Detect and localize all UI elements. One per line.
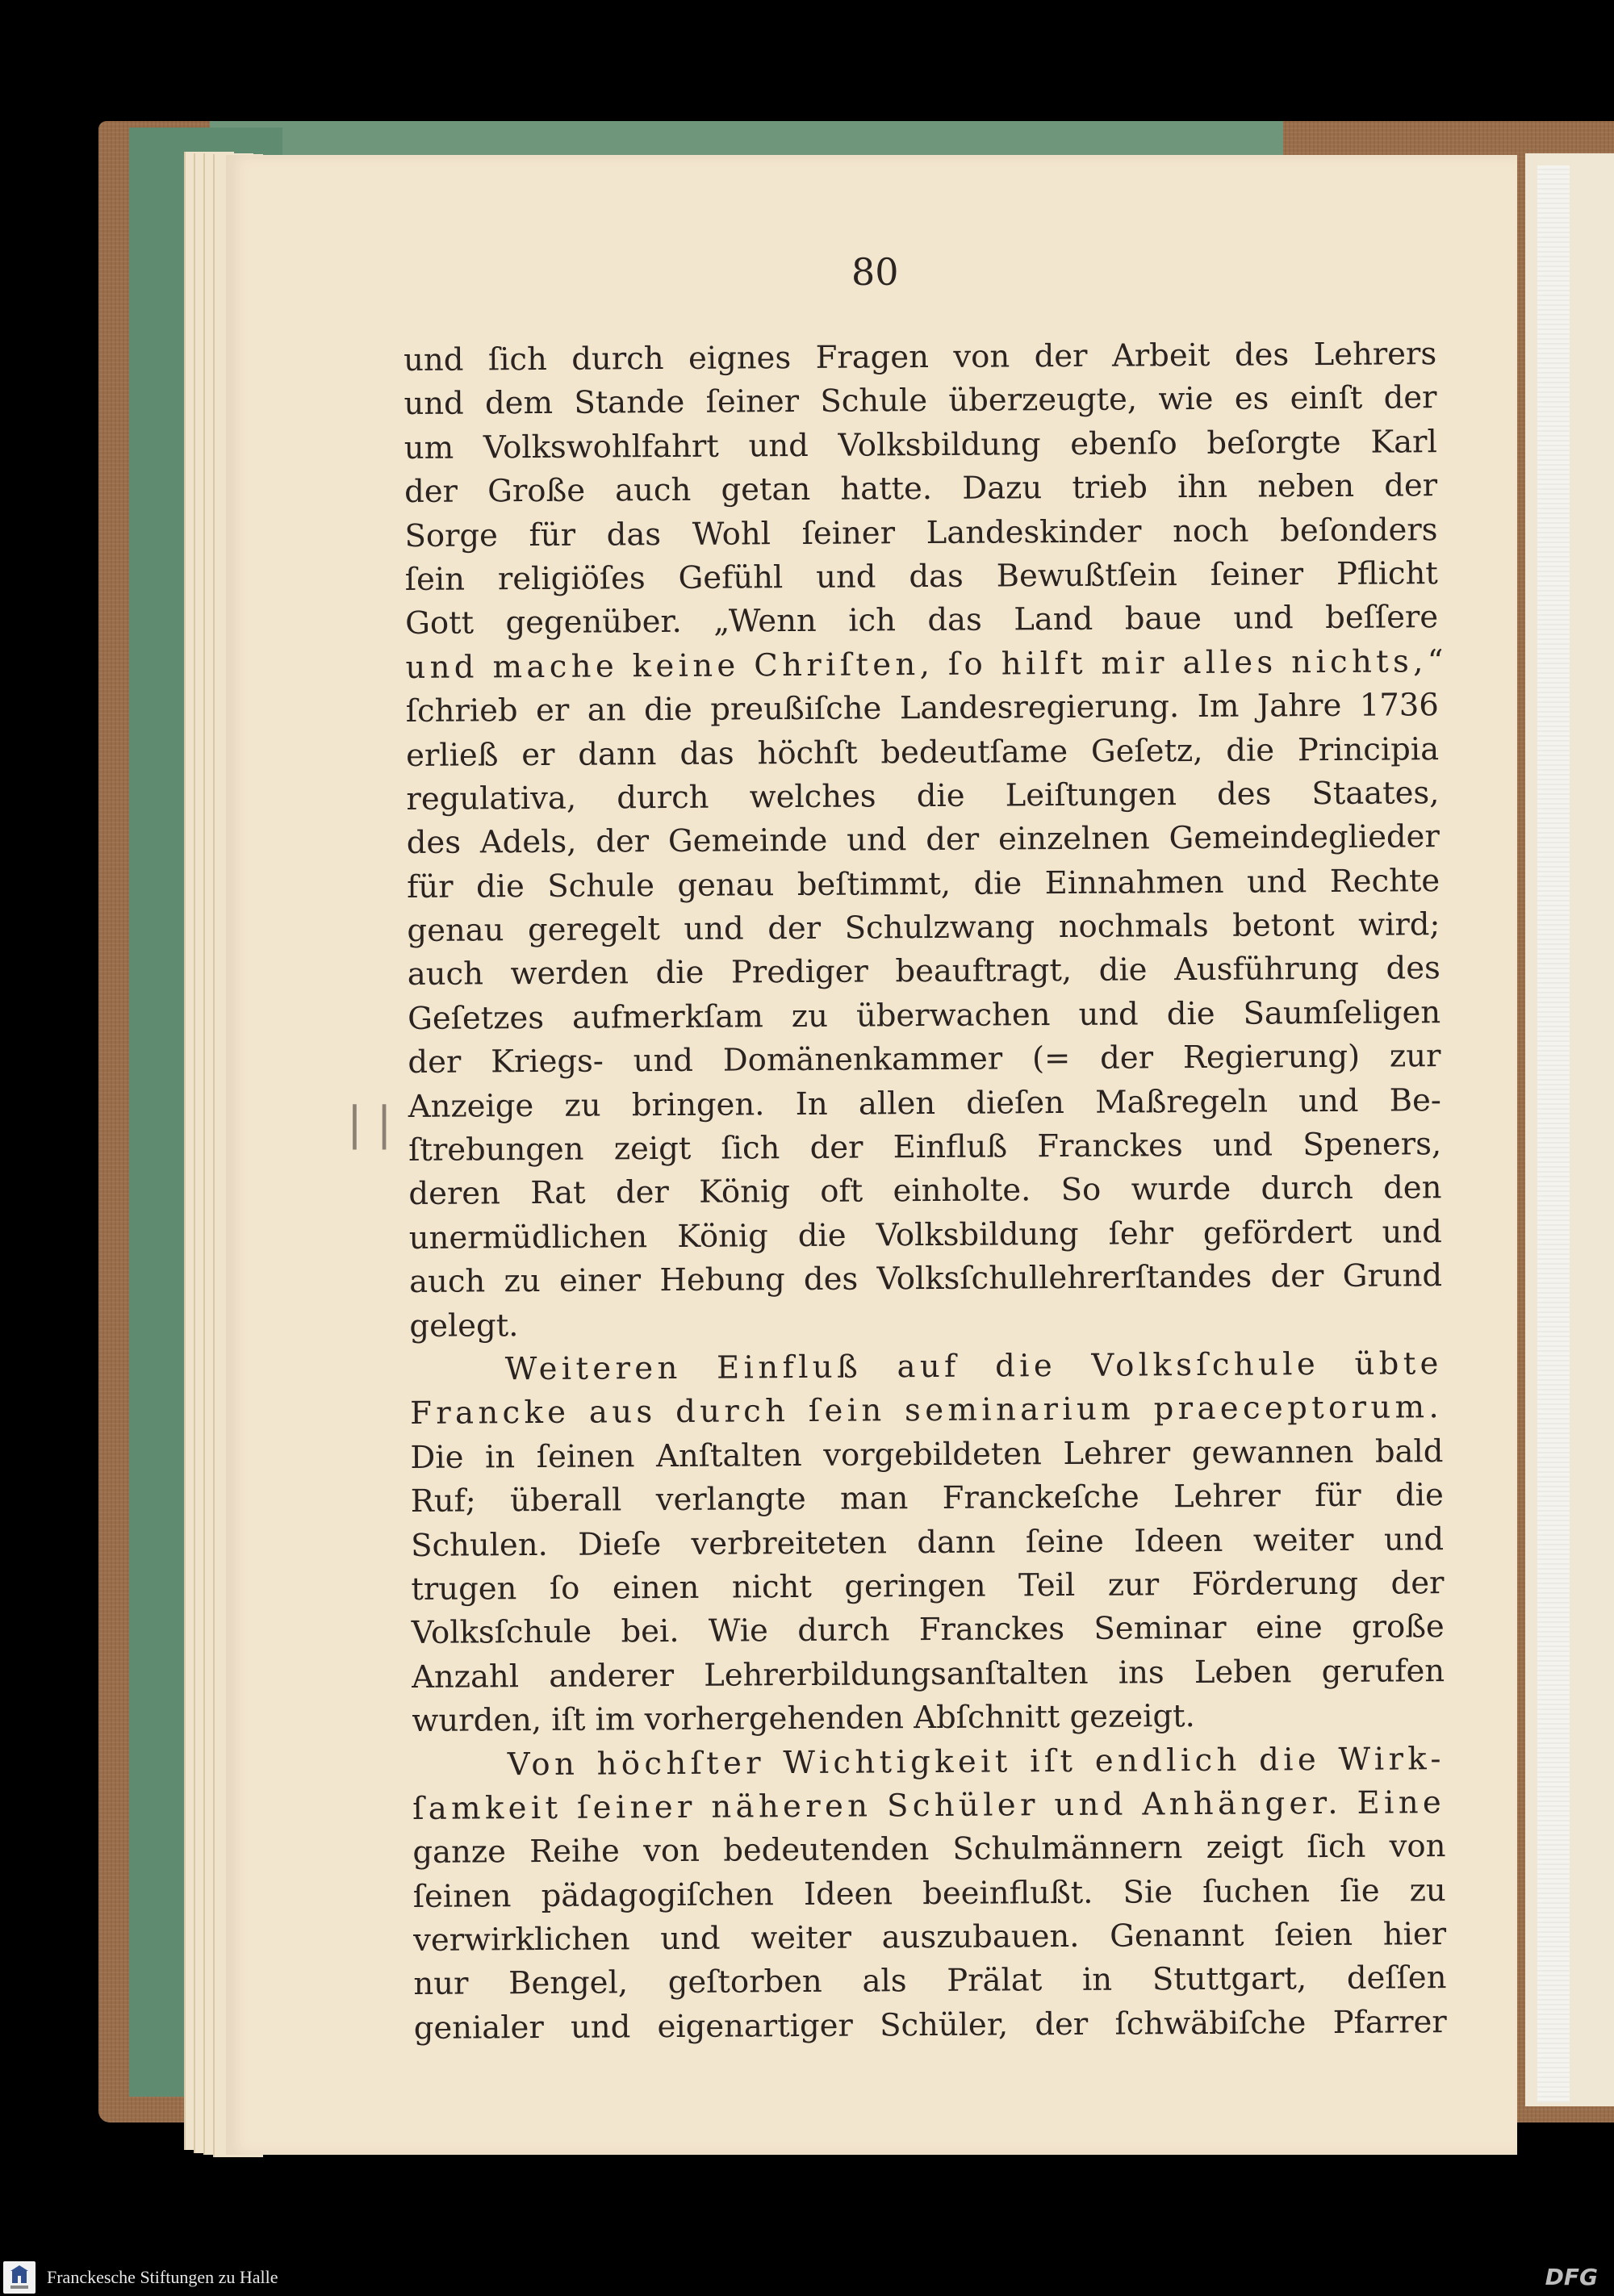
spine-paper (1537, 165, 1570, 2102)
text-line: gelegt. (409, 1307, 519, 1345)
text-line: Anzeige zu bringen. In allen dieſen Maßregeln und Be- (408, 1081, 1441, 1125)
text-line: Sorge für das Wohl ſeiner Landeskinder noch beſonders (404, 511, 1438, 554)
text-line: Von höchſter Wichtigkeit iſt endlich die Wirk- (507, 1740, 1445, 1783)
footer-institution: Franckesche Stiftungen zu Halle (47, 2267, 278, 2287)
page-number: 80 (851, 250, 899, 294)
text-line: des Adels, der Gemeinde und der einzelnen Gemeindeglieder (406, 818, 1440, 862)
text-line: der Große auch getan hatte. Dazu trieb ihn neben der (404, 467, 1438, 511)
footer-dfg-logo: DFG (1545, 2264, 1598, 2290)
text-line: verwirklichen und weiter auszubauen. Genannt ſeien hier (412, 1916, 1447, 1959)
text-line: Die in ſeinen Anſtalten vorgebildeten Lehrer gewannen bald (410, 1432, 1444, 1476)
text-line: und mache keine Chriſten, ſo hilft mir alles nichts,“ (405, 642, 1449, 686)
text-line: genau geregelt und der Schulzwang nochmals betont wird; (407, 906, 1440, 950)
text-line: Gott gegenüber. „Wenn ich das Land baue und beſſere (405, 599, 1439, 642)
text-line: auch werden die Prediger beauftragt, die Ausführung des (407, 950, 1440, 993)
text-line: ganze Reihe von bedeutenden Schulmännern zeigt ſich von (412, 1828, 1446, 1872)
text-line: für die Schule genau beſtimmt, die Einnahmen und Rechte (407, 862, 1440, 905)
text-line: ſein religiöſes Gefühl und das Bewußtſein ſeiner Pflicht (404, 555, 1438, 598)
text-line: wurden, iſt im vorhergehenden Abſchnitt gezeigt. (412, 1698, 1195, 1740)
text-line: um Volkswohlfahrt und Volksbildung ebenſo beſorgte Karl (404, 423, 1437, 466)
text-line: unermüdlichen König die Volksbildung ſehr gefördert und (408, 1213, 1442, 1257)
text-line: regulativa, durch welches die Leiſtungen des Staates, (406, 775, 1440, 818)
text-line: ſeinen pädagogiſchen Ideen beeinflußt. Sie ſuchen ſie zu (412, 1872, 1446, 1915)
text-line: und dem Stande ſeiner Schule überzeugte, wie es einſt der (404, 379, 1437, 423)
text-line: erließ er dann das höchſt bedeutſame Geſetz, die Principia (406, 730, 1440, 774)
text-line: Ruf; überall verlangte man Franckeſche Lehrer für die (410, 1477, 1444, 1520)
text-line: Geſetzes aufmerkſam zu überwachen und die Saumſeligen (408, 994, 1441, 1037)
text-line: der Kriegs- und Domänenkammer (= der Regierung) zur (408, 1038, 1441, 1081)
institution-logo-icon (7, 2264, 31, 2291)
text-line: Anzahl anderer Lehrerbildungsanſtalten ins Leben gerufen (411, 1652, 1445, 1696)
text-line: deren Rat der König oft einholte. So wurde durch den (408, 1169, 1442, 1213)
text-line: Weiteren Einfluß auf die Volksſchule übte (504, 1345, 1443, 1388)
text-line: und ſich durch eignes Fragen von der Arbeit des Lehrers (404, 336, 1437, 378)
text-line: genialer und eigenartiger Schüler, der ſchwäbiſche Pfarrer (413, 2003, 1447, 2047)
text-line: Schulen. Dieſe verbreiteten dann ſeine Ideen weiter und (410, 1520, 1445, 1564)
text-line: ſchrieb er an die preußiſche Landesregierung. Im Jahre 1736 (405, 687, 1439, 730)
body-text (404, 332, 1447, 2051)
institution-logo (3, 2261, 36, 2294)
text-line: Francke aus durch ſein seminarium praeceptorum. (409, 1389, 1444, 1432)
text-line: nur Bengel, geſtorben als Prälat in Stuttgart, deſſen (413, 1959, 1447, 2003)
margin-pencil-mark: | | (347, 1098, 392, 1150)
text-line: auch zu einer Hebung des Volksſchullehrerſtandes der Grund (409, 1257, 1443, 1301)
text-line: Volksſchule bei. Wie durch Franckes Seminar eine große (411, 1608, 1445, 1652)
text-line: ſamkeit ſeiner näheren Schüler und Anhänger. Eine (412, 1784, 1446, 1827)
text-line: ſtrebungen zeigt ſich der Einfluß Franckes und Speners, (408, 1126, 1442, 1169)
text-line: trugen ſo einen nicht geringen Teil zur Förderung der (411, 1565, 1445, 1608)
